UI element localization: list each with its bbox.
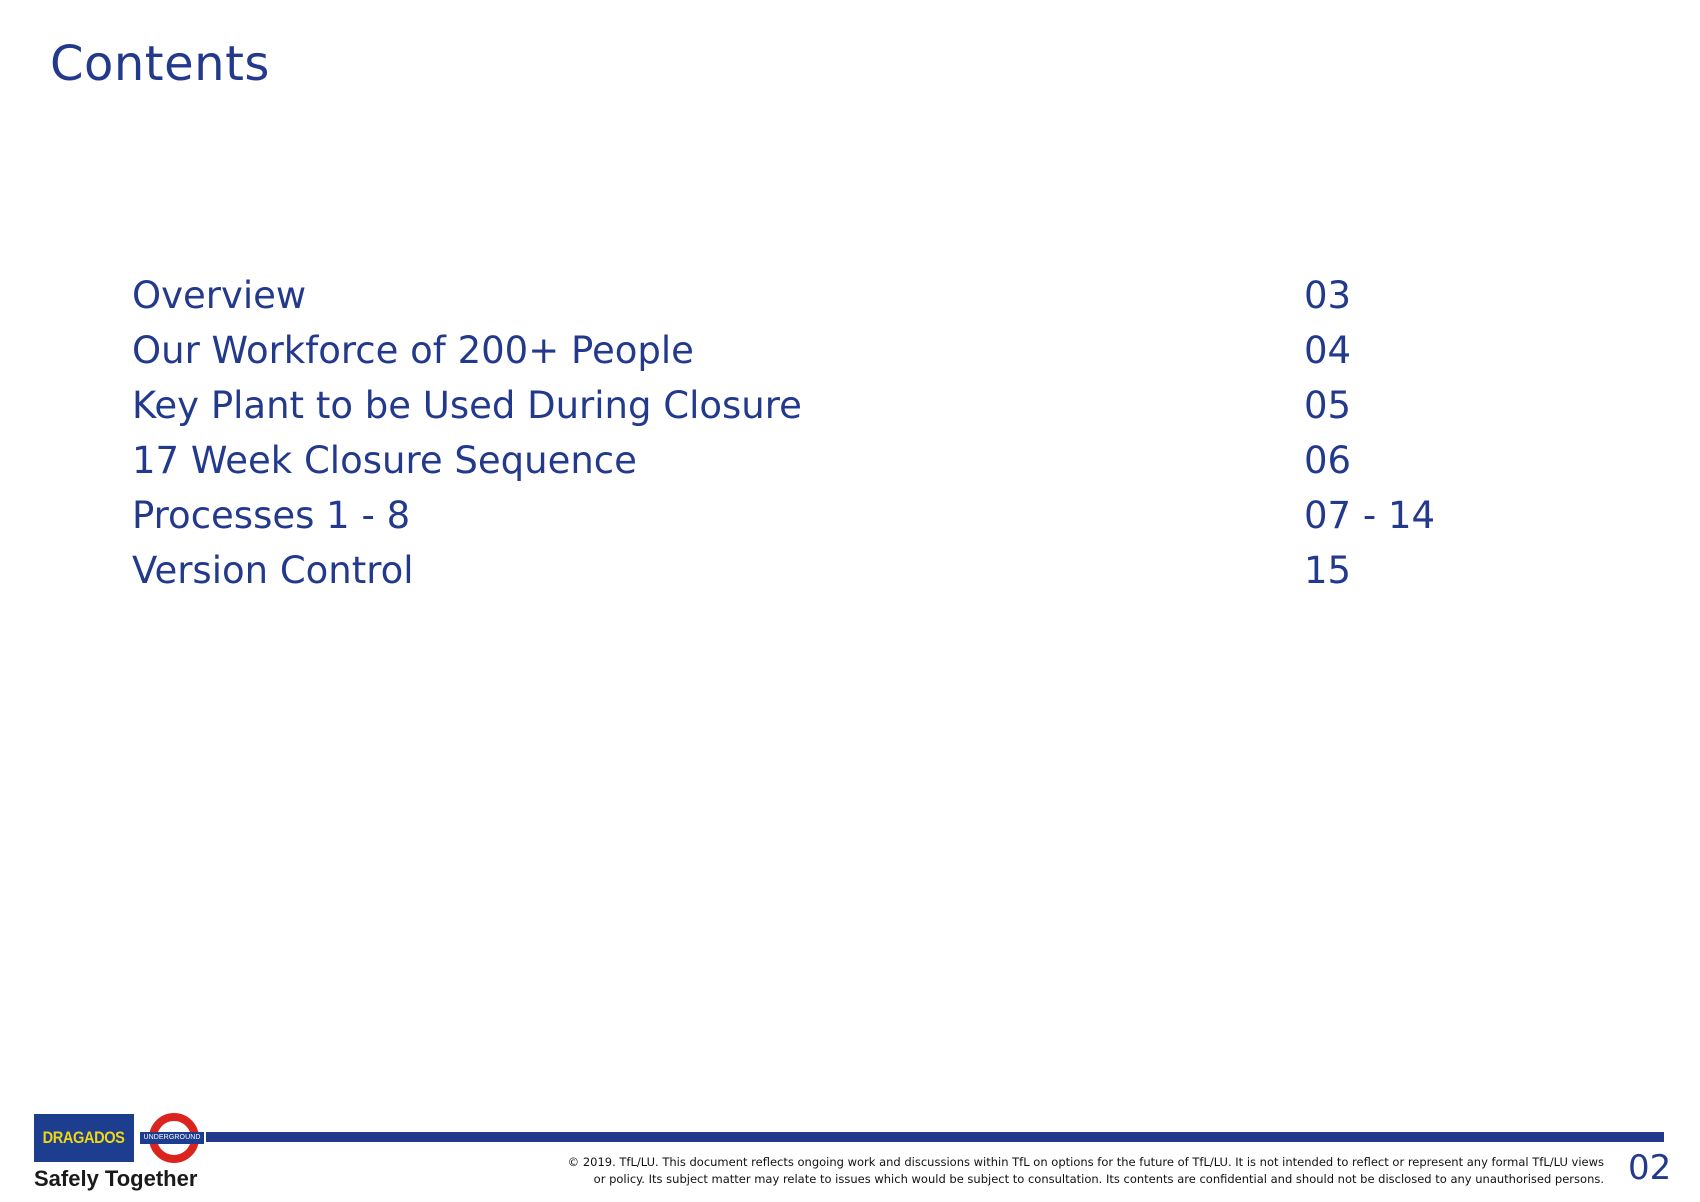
footer-tagline: Safely Together — [34, 1166, 198, 1191]
toc-item-page: 04 — [1304, 329, 1352, 372]
toc-item-overview[interactable] — [132, 268, 1452, 323]
disclaimer-line: or policy. Its subject matter may relate to issues which would be subject to consultation. Its contents are confidential and should not be disclosed to any unauthorised persons. — [593, 1172, 1604, 1186]
toc-item-version-control[interactable] — [132, 543, 1452, 598]
dragados-logo-text: DRAGADOS — [43, 1128, 125, 1147]
roundel-text: UNDERGROUND — [143, 1134, 201, 1141]
toc-item-label: Processes 1 - 8 — [132, 494, 411, 537]
toc-item-label: Overview — [132, 274, 307, 317]
toc-item-label: 17 Week Closure Sequence — [132, 439, 637, 482]
dragados-logo — [34, 1114, 134, 1162]
disclaimer-line: © 2019. TfL/LU. This document reflects ongoing work and discussions within TfL on options for the future of TfL/LU. It is not intended to reflect or represent any formal TfL/LU views — [567, 1155, 1604, 1169]
toc-item-closure-sequence[interactable] — [132, 433, 1452, 488]
table-of-contents — [132, 268, 1452, 598]
underground-roundel-logo — [140, 1112, 204, 1164]
toc-item-key-plant[interactable] — [132, 378, 1452, 433]
page-title: Contents — [50, 36, 270, 92]
footer-divider — [206, 1132, 1664, 1142]
toc-item-page: 05 — [1304, 384, 1352, 427]
page-number: 02 — [1628, 1148, 1672, 1188]
roundel-bar — [140, 1132, 204, 1144]
toc-item-page: 06 — [1304, 439, 1352, 482]
toc-item-label: Version Control — [132, 549, 414, 592]
toc-item-processes[interactable] — [132, 488, 1452, 543]
toc-item-label: Our Workforce of 200+ People — [132, 329, 694, 372]
toc-item-page: 07 - 14 — [1304, 494, 1436, 537]
toc-item-label: Key Plant to be Used During Closure — [132, 384, 802, 427]
footer-disclaimer — [404, 1154, 1604, 1188]
toc-item-page: 15 — [1304, 549, 1352, 592]
toc-item-workforce[interactable] — [132, 323, 1452, 378]
toc-item-page: 03 — [1304, 274, 1352, 317]
